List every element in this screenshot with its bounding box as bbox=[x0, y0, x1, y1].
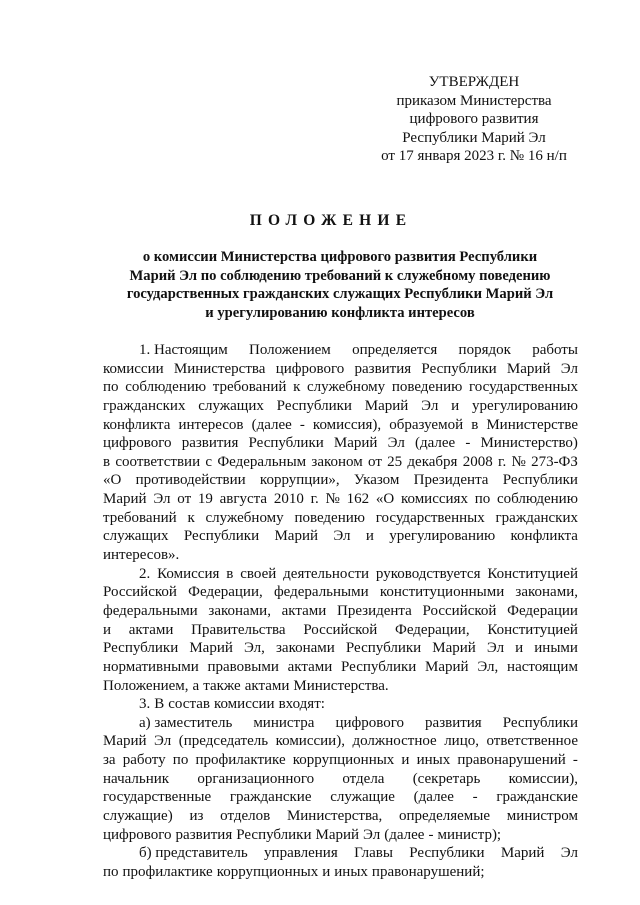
body-word: развития bbox=[425, 714, 482, 731]
body-word: актами bbox=[244, 677, 290, 694]
body-word: Конституцией bbox=[487, 621, 578, 638]
body-word: определяемые bbox=[398, 808, 491, 825]
body-word: цифрового bbox=[335, 714, 405, 731]
body-text-line bbox=[103, 863, 578, 882]
body-text-line bbox=[103, 453, 578, 472]
body-word: актами bbox=[287, 658, 333, 675]
body-word: Федерации bbox=[507, 602, 578, 619]
body-text-line bbox=[103, 565, 578, 584]
body-word: Марий bbox=[315, 826, 360, 843]
body-word: настоящим bbox=[507, 658, 578, 675]
body-word: иных bbox=[416, 752, 451, 769]
body-word: 3. bbox=[139, 696, 151, 713]
document-title: ПОЛОЖЕНИЕ bbox=[249, 212, 413, 229]
body-word: Республики bbox=[409, 845, 485, 862]
body-word: Республики bbox=[502, 714, 578, 731]
body-word: Положением bbox=[249, 342, 331, 358]
body-word: (председатель bbox=[178, 733, 269, 750]
body-word: от bbox=[368, 453, 382, 470]
body-word: 19 bbox=[197, 491, 213, 508]
body-word: требований bbox=[212, 379, 287, 396]
body-word: 273-ФЗ bbox=[531, 453, 578, 470]
body-word: законами, bbox=[208, 602, 271, 619]
body-word: порядок bbox=[458, 342, 511, 358]
body-word: по bbox=[103, 379, 119, 396]
body-word: служащие bbox=[330, 789, 395, 806]
body-word: 2. bbox=[139, 565, 151, 582]
approval-heading: УТВЕРЖДЕН bbox=[428, 74, 520, 90]
body-word: развития bbox=[354, 360, 412, 377]
body-word: конфликта bbox=[510, 528, 578, 545]
body-word: Министерства, bbox=[286, 808, 383, 825]
body-word: также bbox=[203, 677, 241, 694]
body-word: министра bbox=[253, 714, 315, 731]
body-word: 25 bbox=[387, 453, 403, 470]
body-word: отдела bbox=[342, 770, 385, 787]
body-word: ответственное bbox=[486, 733, 578, 750]
body-text-line bbox=[103, 490, 578, 509]
body-word: от bbox=[177, 491, 192, 508]
body-word: Конституцией bbox=[487, 565, 578, 582]
body-word: государственные bbox=[103, 789, 212, 806]
body-word: работу bbox=[122, 752, 166, 769]
body-word: с bbox=[205, 453, 213, 470]
body-word: развития bbox=[181, 435, 239, 452]
body-word: работы bbox=[532, 342, 578, 358]
body-word: определяется bbox=[352, 342, 438, 358]
body-word: интересов». bbox=[103, 547, 180, 564]
body-word: за bbox=[103, 752, 116, 769]
body-word: законами, bbox=[515, 584, 578, 601]
body-word: Эл, bbox=[477, 658, 499, 675]
subtitle-line: о комиссии Министерства цифрового развития Республики bbox=[142, 249, 538, 265]
body-word: поведению bbox=[391, 379, 463, 396]
body-word: (секретарь bbox=[412, 770, 481, 787]
body-word: Федерации, bbox=[188, 584, 263, 601]
body-word: Республики bbox=[341, 658, 417, 675]
body-word: Марий bbox=[189, 640, 233, 657]
body-word: - bbox=[428, 826, 434, 843]
body-word: Республики bbox=[276, 397, 352, 414]
subtitle-line: государственных гражданских служащих Республики Марий Эл bbox=[126, 286, 554, 303]
body-word: законом bbox=[311, 453, 363, 470]
body-word: требований bbox=[103, 509, 177, 526]
body-word: «О bbox=[375, 491, 395, 508]
body-text-line bbox=[103, 527, 578, 546]
body-word: б) представитель bbox=[139, 845, 248, 862]
body-word: правовыми bbox=[207, 658, 279, 675]
approval-line: Республики Марий Эл bbox=[402, 129, 546, 146]
body-word: начальник bbox=[103, 770, 170, 787]
body-word: 2008 bbox=[462, 453, 493, 470]
body-word: в bbox=[471, 416, 479, 433]
approval-line: цифрового развития bbox=[409, 111, 539, 128]
body-word: «О bbox=[103, 472, 122, 489]
body-word: Марий bbox=[506, 360, 551, 377]
body-word: к bbox=[187, 509, 195, 526]
body-word: Президента bbox=[336, 602, 412, 619]
body-word: Республики bbox=[248, 435, 324, 452]
body-word: Марий bbox=[425, 658, 469, 675]
body-word: состав bbox=[168, 696, 210, 713]
body-text-line bbox=[103, 509, 578, 528]
body-word: Эл bbox=[421, 397, 439, 414]
body-word: г. bbox=[498, 453, 507, 470]
body-text-line bbox=[103, 788, 578, 807]
body-word: урегулированию bbox=[472, 397, 578, 414]
body-word: коррупции», bbox=[259, 472, 340, 489]
body-word: Комиссия bbox=[157, 565, 220, 582]
body-word: конституционными bbox=[379, 584, 505, 601]
body-word: профилактике bbox=[122, 863, 213, 880]
body-text-line bbox=[103, 416, 578, 435]
body-word: деятельности bbox=[283, 565, 370, 582]
body-word: правонарушений; bbox=[371, 863, 485, 880]
body-word: государственных bbox=[375, 509, 485, 526]
body-word: - bbox=[472, 789, 478, 806]
body-word: Правительства bbox=[191, 621, 286, 638]
approval-stamp bbox=[360, 73, 588, 166]
body-text-line bbox=[103, 732, 578, 751]
body-word: гражданских bbox=[495, 509, 578, 526]
body-word: г. bbox=[310, 491, 319, 508]
body-word: В bbox=[154, 696, 165, 713]
body-word: управления bbox=[264, 845, 338, 862]
body-text-line bbox=[103, 807, 578, 826]
body-word: - bbox=[299, 416, 305, 433]
body-word: урегулированию bbox=[389, 528, 496, 545]
body-word: Эл bbox=[560, 845, 578, 862]
body-word: комиссии bbox=[103, 360, 164, 377]
body-word: - bbox=[572, 752, 578, 769]
body-word: комиссии bbox=[213, 696, 275, 713]
body-word: служащие) bbox=[103, 808, 173, 825]
body-word: Эл bbox=[333, 528, 351, 545]
body-text-line bbox=[103, 621, 578, 640]
body-word: в bbox=[226, 565, 234, 582]
body-word: комиссия), bbox=[312, 416, 382, 433]
body-word: а) заместитель bbox=[139, 714, 233, 731]
body-text-line bbox=[103, 677, 578, 696]
body-text-line bbox=[103, 826, 578, 845]
body-word: к bbox=[293, 379, 301, 396]
body-word: служащих bbox=[198, 397, 264, 414]
body-word: актами bbox=[128, 621, 174, 638]
body-word: организационного bbox=[197, 770, 315, 787]
body-word: иными bbox=[534, 640, 578, 657]
body-word: Марий bbox=[103, 733, 147, 750]
body-word: цифрового bbox=[275, 360, 345, 377]
body-word: Республики bbox=[345, 640, 422, 657]
body-word: комиссиях bbox=[400, 491, 468, 508]
body-word: руководствуется bbox=[375, 565, 481, 582]
body-word: цифрового bbox=[103, 435, 172, 452]
body-word: федеральными bbox=[273, 584, 369, 601]
body-word: по bbox=[172, 752, 189, 769]
body-word: и bbox=[365, 528, 374, 545]
body-word: Эл bbox=[486, 640, 505, 657]
body-word: Марий bbox=[274, 528, 319, 545]
body-word: Федерации, bbox=[394, 621, 470, 638]
approval-date-line: от 17 января 2023 г. № 16 н/п bbox=[381, 148, 567, 165]
document-body bbox=[103, 341, 578, 882]
body-word: Российской bbox=[103, 584, 177, 601]
body-word: Российской bbox=[422, 602, 497, 619]
body-word: (далее bbox=[384, 826, 425, 843]
body-text-line bbox=[103, 546, 578, 565]
body-text-line bbox=[103, 658, 578, 677]
body-word: Республики bbox=[421, 360, 497, 377]
body-word: Министерства. bbox=[293, 677, 389, 694]
body-word: федеральными bbox=[103, 602, 198, 619]
body-word: Марий bbox=[103, 491, 147, 508]
body-word: противодействии bbox=[135, 472, 246, 489]
body-word: своей bbox=[240, 565, 277, 582]
body-word: Республики bbox=[183, 528, 260, 545]
body-word: по bbox=[474, 491, 491, 508]
body-word: министр); bbox=[437, 826, 502, 843]
body-word: № bbox=[511, 453, 526, 470]
body-word: из bbox=[189, 808, 204, 825]
body-word: министром bbox=[506, 808, 578, 825]
body-word: Президента bbox=[413, 472, 489, 489]
body-word: государственных bbox=[469, 379, 578, 396]
body-word: по bbox=[103, 863, 119, 880]
body-word: Марий bbox=[364, 397, 409, 414]
body-word: гражданские bbox=[229, 789, 312, 806]
body-word: августа bbox=[219, 491, 268, 508]
body-word: входят: bbox=[278, 696, 325, 713]
body-word: Эл bbox=[363, 826, 381, 843]
body-word: 1. Настоящим bbox=[139, 342, 228, 358]
body-text-line bbox=[103, 378, 578, 397]
body-word: 162 bbox=[346, 491, 370, 508]
body-word: Эл bbox=[153, 491, 171, 508]
body-word: коррупционных bbox=[216, 863, 319, 880]
body-word: развития bbox=[175, 826, 233, 843]
body-word: Республики bbox=[236, 826, 312, 843]
body-word: и bbox=[451, 397, 460, 414]
body-word: соблюдению bbox=[497, 491, 578, 508]
body-text-line bbox=[103, 770, 578, 789]
body-word: служащих bbox=[103, 528, 169, 545]
body-word: и bbox=[103, 621, 112, 638]
body-word: Марий bbox=[333, 435, 378, 452]
body-word: Марий bbox=[432, 640, 476, 657]
body-word: гражданские bbox=[496, 789, 578, 806]
subtitle-line: и урегулированию конфликта интересов bbox=[205, 305, 475, 322]
body-word: служебному bbox=[307, 379, 386, 396]
body-word: Эл bbox=[154, 733, 172, 750]
body-word: Эл bbox=[387, 435, 405, 452]
body-word: а bbox=[192, 677, 200, 694]
body-word: комиссии), bbox=[508, 770, 578, 787]
body-word: комиссии), bbox=[275, 733, 345, 750]
body-word: Российской bbox=[303, 621, 378, 638]
body-word: № bbox=[325, 491, 340, 508]
body-word: Министерстве bbox=[486, 416, 578, 433]
body-word: Эл bbox=[560, 360, 578, 377]
body-word: коррупционных bbox=[292, 752, 395, 769]
body-word: (далее bbox=[413, 789, 454, 806]
document-subtitle bbox=[100, 248, 580, 323]
body-word: должностное bbox=[352, 733, 437, 750]
body-text-line bbox=[103, 397, 578, 416]
body-word: и bbox=[401, 752, 410, 769]
body-word: Положением, bbox=[103, 677, 189, 694]
body-word: Марий bbox=[500, 845, 545, 862]
body-text-line bbox=[103, 471, 578, 490]
body-word: цифрового bbox=[103, 826, 172, 843]
body-word: и bbox=[322, 863, 331, 880]
body-word: нормативными bbox=[103, 658, 199, 675]
body-word: лицо, bbox=[444, 733, 479, 750]
body-word: Республики bbox=[502, 472, 578, 489]
body-word: соответствии bbox=[115, 453, 201, 470]
body-text-line bbox=[103, 695, 578, 714]
body-word: Эл, bbox=[243, 640, 265, 657]
body-text-line bbox=[103, 844, 578, 863]
body-word: в bbox=[103, 453, 111, 470]
body-word: актами bbox=[281, 602, 327, 619]
body-word: служебному bbox=[205, 509, 284, 526]
body-word: соблюдению bbox=[125, 379, 207, 396]
body-word: профилактике bbox=[195, 752, 286, 769]
subtitle-line: Марий Эл по соблюдению требований к служебному поведению bbox=[129, 267, 551, 284]
body-text-line bbox=[103, 639, 578, 658]
body-word: гражданских bbox=[103, 397, 186, 414]
body-text-line bbox=[103, 434, 578, 453]
body-text-line bbox=[103, 714, 578, 733]
body-text-line bbox=[103, 583, 578, 602]
body-word: (далее bbox=[251, 416, 292, 433]
body-text-line bbox=[103, 341, 578, 360]
body-word: Федеральным bbox=[217, 453, 307, 470]
body-word: 2010 bbox=[273, 491, 304, 508]
body-text-line bbox=[103, 602, 578, 621]
body-text-line bbox=[103, 360, 578, 379]
body-word: отделов bbox=[220, 808, 271, 825]
body-word: и bbox=[515, 640, 524, 657]
body-word: законами bbox=[276, 640, 335, 657]
body-word: иных bbox=[334, 863, 368, 880]
body-word: поведению bbox=[294, 509, 365, 526]
body-word: Республики bbox=[103, 640, 179, 657]
body-word: конфликта bbox=[103, 416, 171, 433]
body-word: Указом bbox=[353, 472, 400, 489]
body-word: Главы bbox=[354, 845, 393, 862]
body-word: - bbox=[465, 435, 471, 452]
body-word: интересов bbox=[178, 416, 244, 433]
approval-line: приказом Министерства bbox=[396, 92, 552, 109]
body-word: декабря bbox=[407, 453, 458, 470]
body-word: (далее bbox=[414, 435, 456, 452]
body-text-line bbox=[103, 751, 578, 770]
body-word: Министерства bbox=[173, 360, 266, 377]
body-word: Министерство) bbox=[480, 435, 578, 452]
body-word: образуемой bbox=[389, 416, 464, 433]
body-word: правонарушений bbox=[457, 752, 566, 769]
